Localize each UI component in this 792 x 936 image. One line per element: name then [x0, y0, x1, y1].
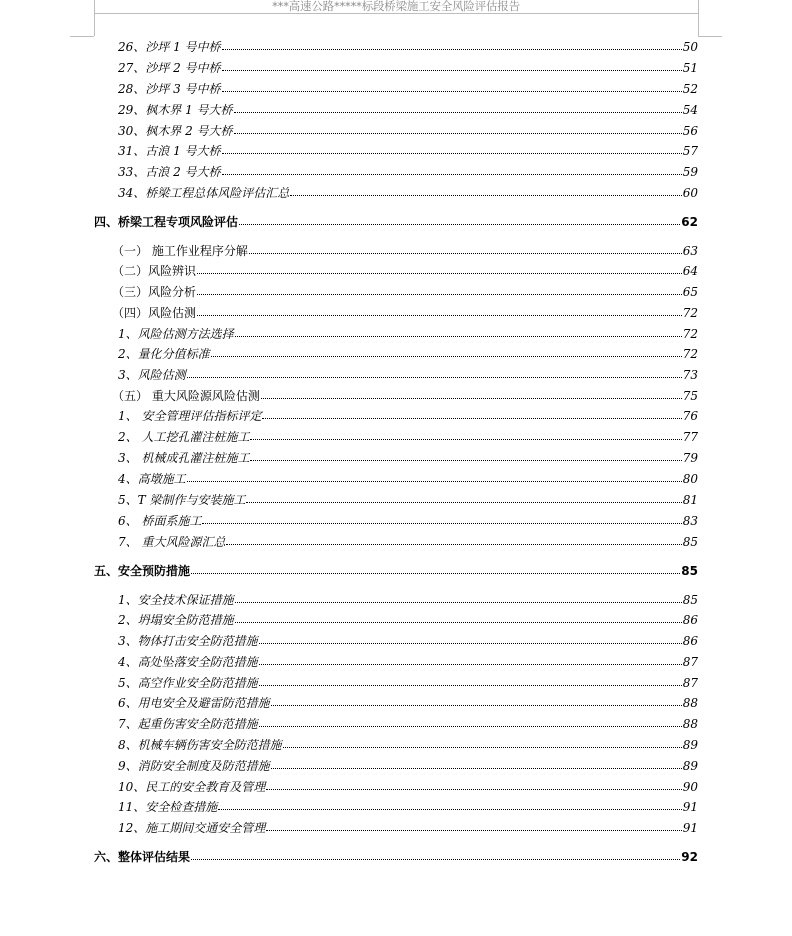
toc-entry[interactable] — [118, 451, 698, 465]
dot-leader — [271, 705, 682, 706]
toc-entry-page: 76 — [682, 409, 698, 423]
toc-entry-label: 1、 安全管理评估指标评定 — [118, 409, 262, 423]
toc-entry-page: 72 — [682, 306, 698, 320]
toc-entry-page: 85 — [681, 564, 698, 578]
toc-entry-page: 89 — [682, 738, 698, 752]
toc-entry[interactable] — [94, 564, 698, 578]
dot-leader — [187, 481, 682, 482]
toc-entry-page: 59 — [682, 165, 698, 179]
toc-entry-page: 86 — [682, 613, 698, 627]
toc-entry-page: 56 — [682, 124, 698, 138]
toc-entry[interactable] — [94, 850, 698, 864]
toc-entry-label: 12、施工期间交通安全管理 — [118, 821, 266, 835]
toc-entry-label: 5、高空作业安全防范措施 — [118, 676, 258, 690]
dot-leader — [239, 224, 680, 225]
header-title: ***高速公路*****标段桥梁施工安全风险评估报告 — [272, 0, 520, 13]
toc-entry-label: 28、沙坪 3 号中桥 — [118, 82, 221, 96]
dot-leader — [249, 253, 682, 254]
dot-leader — [250, 460, 681, 461]
toc-entry[interactable] — [118, 514, 698, 528]
toc-entry[interactable] — [112, 264, 698, 278]
toc-entry-page: 85 — [682, 593, 698, 607]
toc-entry-label: 2、量化分值标准 — [118, 347, 210, 361]
toc-entry-page: 72 — [682, 347, 698, 361]
dot-leader — [259, 664, 682, 665]
toc-entry-page: 50 — [682, 40, 698, 54]
dot-leader — [290, 195, 681, 196]
toc-entry-page: 81 — [682, 493, 698, 507]
toc-entry-page: 91 — [682, 800, 698, 814]
toc-entry-page: 62 — [681, 215, 698, 229]
dot-leader — [222, 174, 682, 175]
toc-entry[interactable] — [118, 472, 698, 486]
toc-entry-page: 73 — [682, 368, 698, 382]
toc-entry[interactable] — [118, 800, 698, 814]
toc-entry-page: 57 — [682, 144, 698, 158]
toc-entry-label: 10、民工的安全教育及管理 — [118, 780, 266, 794]
dot-leader — [266, 789, 681, 790]
toc-entry-page: 88 — [682, 696, 698, 710]
dot-leader — [259, 643, 682, 644]
toc-entry-page: 89 — [682, 759, 698, 773]
toc-entry-page: 90 — [682, 780, 698, 794]
toc-entry-label: 5、T 梁制作与安装施工 — [118, 493, 246, 507]
corner-mark-left-h — [70, 36, 94, 37]
toc-entry[interactable] — [118, 347, 698, 361]
dot-leader — [211, 356, 682, 357]
dot-leader — [191, 859, 680, 860]
toc-entry[interactable] — [118, 717, 698, 731]
toc-entry-page: 60 — [682, 186, 698, 200]
toc-entry-label: 2、 人工挖孔灌注桩施工 — [118, 430, 250, 444]
toc-entry[interactable] — [118, 61, 698, 75]
toc-entry-page: 64 — [682, 264, 698, 278]
dot-leader — [222, 49, 682, 50]
dot-leader — [222, 70, 682, 71]
corner-mark-right — [698, 0, 699, 36]
toc-entry[interactable] — [94, 215, 698, 229]
dot-leader — [259, 726, 682, 727]
toc-entry[interactable] — [118, 493, 698, 507]
dot-leader — [187, 377, 682, 378]
dot-leader — [283, 747, 682, 748]
toc-entry-label: （三）风险分析 — [112, 285, 197, 299]
toc-entry[interactable] — [112, 285, 698, 299]
toc-entry[interactable] — [118, 593, 698, 607]
dot-leader — [266, 830, 681, 831]
toc-entry-label: 30、枫木界 2 号大桥 — [118, 124, 233, 138]
toc-entry-label: 4、高处坠落安全防范措施 — [118, 655, 258, 669]
toc-entry[interactable] — [118, 821, 698, 835]
dot-leader — [246, 502, 681, 503]
toc-entry[interactable] — [118, 655, 698, 669]
toc-entry-label: 4、高墩施工 — [118, 472, 186, 486]
toc-entry-label: 9、消防安全制度及防范措施 — [118, 759, 270, 773]
toc-entry[interactable] — [118, 759, 698, 773]
toc-entry-label: （五） 重大风险源风险估测 — [112, 389, 260, 403]
toc-entry[interactable] — [118, 676, 698, 690]
toc-entry[interactable] — [118, 409, 698, 423]
toc-entry-page: 63 — [682, 244, 698, 258]
toc-entry[interactable] — [118, 144, 698, 158]
dot-leader — [235, 602, 682, 603]
toc-entry-page: 79 — [682, 451, 698, 465]
toc-entry[interactable] — [112, 306, 698, 320]
toc-entry-label: 7、 重大风险源汇总 — [118, 535, 226, 549]
toc-entry-label: 1、安全技术保证措施 — [118, 593, 234, 607]
toc-entry-label: （四）风险估测 — [112, 306, 197, 320]
toc-entry-page: 85 — [682, 535, 698, 549]
corner-mark-left — [94, 0, 95, 36]
dot-leader — [271, 768, 682, 769]
toc-entry-label: 3、物体打击安全防范措施 — [118, 634, 258, 648]
dot-leader — [218, 809, 681, 810]
toc-entry-page: 54 — [682, 103, 698, 117]
dot-leader — [197, 294, 682, 295]
toc-entry-page: 80 — [682, 472, 698, 486]
toc-entry-label: 3、 机械成孔灌注桩施工 — [118, 451, 250, 465]
toc-entry[interactable] — [118, 535, 698, 549]
dot-leader — [202, 523, 681, 524]
dot-leader — [234, 112, 682, 113]
toc-entry[interactable] — [118, 40, 698, 54]
toc-entry-page: 51 — [682, 61, 698, 75]
toc-entry[interactable] — [118, 780, 698, 794]
toc-entry-page: 91 — [682, 821, 698, 835]
toc-entry-label: （二）风险辨识 — [112, 264, 197, 278]
dot-leader — [197, 315, 682, 316]
dot-leader — [222, 91, 682, 92]
toc-entry-page: 86 — [682, 634, 698, 648]
toc-entry-label: 7、起重伤害安全防范措施 — [118, 717, 258, 731]
toc-entry-label: 6、 桥面系施工 — [118, 514, 202, 528]
toc-entry[interactable] — [118, 634, 698, 648]
toc-entry-page: 83 — [682, 514, 698, 528]
toc-entry-label: 六、整体评估结果 — [94, 850, 191, 864]
toc-entry-label: 26、沙坪 1 号中桥 — [118, 40, 221, 54]
toc-entry-label: 29、枫木界 1 号大桥 — [118, 103, 233, 117]
toc-entry[interactable] — [118, 430, 698, 444]
toc-entry[interactable] — [118, 103, 698, 117]
toc-entry-label: （一） 施工作业程序分解 — [112, 244, 248, 258]
toc-entry-label: 11、安全检查措施 — [118, 800, 218, 814]
toc-entry-label: 3、风险估测 — [118, 368, 186, 382]
toc-entry[interactable] — [118, 368, 698, 382]
toc-entry-page: 92 — [681, 850, 698, 864]
header-rule — [94, 13, 698, 14]
toc-entry[interactable] — [118, 165, 698, 179]
toc-entry[interactable] — [118, 738, 698, 752]
toc-entry-label: 8、机械车辆伤害安全防范措施 — [118, 738, 282, 752]
toc-entry-page: 87 — [682, 676, 698, 690]
dot-leader — [261, 398, 682, 399]
toc-entry[interactable] — [118, 613, 698, 627]
toc-entry-label: 五、安全预防措施 — [94, 564, 191, 578]
dot-leader — [222, 153, 682, 154]
toc-entry-page: 77 — [682, 430, 698, 444]
dot-leader — [234, 133, 682, 134]
toc-entry-label: 33、古浪 2 号大桥 — [118, 165, 221, 179]
toc-entry-label: 27、沙坪 2 号中桥 — [118, 61, 221, 75]
toc-entry-page: 87 — [682, 655, 698, 669]
toc-entry-page: 65 — [682, 285, 698, 299]
toc-entry[interactable] — [112, 244, 698, 258]
dot-leader — [259, 685, 682, 686]
toc-entry-page: 75 — [682, 389, 698, 403]
toc-entry[interactable] — [118, 186, 698, 200]
toc-entry[interactable] — [118, 327, 698, 341]
dot-leader — [226, 544, 681, 545]
toc-entry[interactable] — [118, 82, 698, 96]
toc-entry-label: 四、桥梁工程专项风险评估 — [94, 215, 239, 229]
dot-leader — [197, 273, 682, 274]
toc-entry-label: 2、坍塌安全防范措施 — [118, 613, 234, 627]
toc-entry-label: 6、用电安全及避雷防范措施 — [118, 696, 270, 710]
toc-entry-page: 88 — [682, 717, 698, 731]
toc-entry-label: 1、风险估测方法选择 — [118, 327, 234, 341]
toc-entry[interactable] — [118, 696, 698, 710]
toc-entry-page: 52 — [682, 82, 698, 96]
dot-leader — [262, 418, 681, 419]
dot-leader — [235, 622, 682, 623]
dot-leader — [191, 573, 680, 574]
toc-entry[interactable] — [118, 124, 698, 138]
toc-entry[interactable] — [112, 389, 698, 403]
dot-leader — [235, 336, 682, 337]
toc-entry-label: 34、桥梁工程总体风险评估汇总 — [118, 186, 290, 200]
toc-entry-page: 72 — [682, 327, 698, 341]
dot-leader — [250, 439, 681, 440]
toc-entry-label: 31、古浪 1 号大桥 — [118, 144, 221, 158]
corner-mark-right-h — [698, 36, 722, 37]
